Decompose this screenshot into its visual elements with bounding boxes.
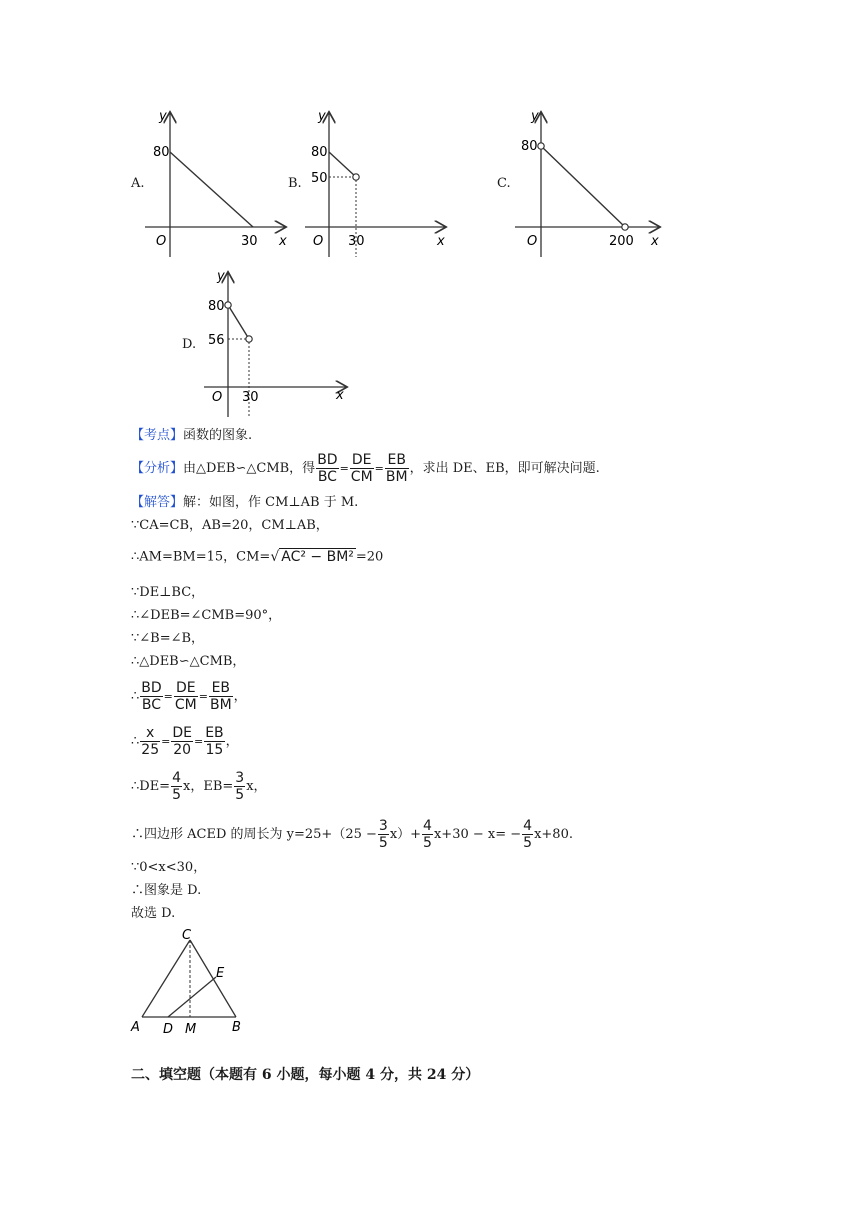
y-tick-80: 80 — [153, 145, 170, 160]
section-title: 二、填空题（本题有 6 小题，每小题 4 分，共 24 分） — [131, 1067, 480, 1083]
point-m-label: M — [185, 1022, 197, 1037]
kaodian-text: 函数的图象. — [183, 428, 253, 443]
graph-line — [541, 146, 625, 227]
fraction: $\frac{x}{25}$ — [141, 725, 160, 758]
origin-label: O — [313, 234, 324, 249]
solution-line-1: ∵CA=CB，AB=20，CM⊥AB， — [131, 518, 329, 533]
fenxi-pre: 由△DEB∽△CMB，得 — [183, 461, 316, 476]
triangle-figure — [128, 925, 248, 1040]
fraction: $\frac{BD}{BC}$ — [317, 452, 338, 485]
solution-line-10: ∴四边形 ACED 的周长为 y=25+（25 − $\frac{3}{5}$ x）+ $\frac{4}{5}$ x+30 − x= − $\frac{4}{5}$ x+80. — [131, 818, 573, 851]
y-axis-label: y — [531, 109, 539, 124]
fenxi-tag: 【分析】 — [131, 461, 184, 476]
fraction: $\frac{3}{5}$ — [235, 770, 245, 803]
origin-label: O — [527, 234, 538, 249]
x-tick-30: 30 — [242, 390, 259, 405]
open-point-top — [538, 143, 544, 149]
option-a-label: A. — [131, 176, 145, 191]
graph-d — [202, 265, 350, 420]
x-axis-label: x — [651, 234, 659, 249]
fenxi-line: 【分析】由△DEB∽△CMB，得 $\frac{BD}{BC}$ = $\frac{DE}{CM}$ = $\frac{EB}{BM}$ ，求出 DE、EB，即可解决问题. — [131, 452, 600, 485]
point-d-label: D — [163, 1022, 174, 1037]
y-tick-50: 50 — [311, 171, 328, 186]
solution-line-2: ∴AM=BM=15，CM=√ AC² − BM² =20 — [131, 549, 384, 565]
graph-line — [170, 152, 253, 227]
origin-label: O — [156, 234, 167, 249]
option-c-label: C. — [497, 176, 511, 191]
x-tick-200: 200 — [609, 234, 634, 249]
x-axis-label: x — [437, 234, 445, 249]
jieda-text: 解：如图，作 CM⊥AB 于 M. — [183, 495, 359, 510]
x-axis-label: x — [279, 234, 287, 249]
option-d-label: D. — [182, 337, 197, 352]
graph-c — [515, 105, 665, 260]
fraction: $\frac{BD}{BC}$ — [141, 680, 162, 713]
solution-line-12: ∴图象是 D. — [131, 883, 202, 898]
option-b-label: B. — [288, 176, 302, 191]
y-tick-80: 80 — [208, 299, 225, 314]
origin-label: O — [212, 390, 223, 405]
solution-line-3: ∵DE⊥BC， — [131, 585, 205, 600]
open-point-mid — [246, 336, 252, 342]
x-axis-label: x — [336, 388, 344, 403]
graph-a — [145, 105, 290, 260]
solution-line-13: 故选 D. — [131, 906, 176, 921]
x-tick-30: 30 — [241, 234, 258, 249]
fraction: $\frac{EB}{BM}$ — [385, 452, 408, 485]
point-c-label: C — [182, 928, 192, 943]
solution-line-6: ∴△DEB∽△CMB， — [131, 654, 246, 669]
open-point-top — [225, 302, 231, 308]
solution-line-11: ∵0<x<30， — [131, 860, 207, 875]
solution-line-9: ∴DE= $\frac{4}{5}$ x，EB= $\frac{3}{5}$ x， — [131, 770, 267, 803]
jieda-tag: 【解答】 — [131, 495, 184, 510]
point-a-label: A — [131, 1020, 140, 1035]
fraction: $\frac{DE}{CM}$ — [350, 452, 373, 485]
open-point-end — [622, 224, 628, 230]
graph-line — [329, 152, 356, 177]
y-axis-label: y — [217, 269, 225, 284]
fraction: $\frac{4}{5}$ — [423, 818, 432, 851]
x-tick-30: 30 — [348, 234, 365, 249]
solution-line-7: ∴ $\frac{BD}{BC}$ = $\frac{DE}{CM}$ = $\frac{EB}{BM}$ ， — [131, 680, 247, 713]
fraction: $\frac{4}{5}$ — [523, 818, 533, 851]
fraction: $\frac{3}{5}$ — [378, 818, 388, 851]
segment-de — [168, 977, 216, 1017]
point-b-label: B — [232, 1020, 241, 1035]
sqrt-expression: √ AC² − BM² — [270, 549, 354, 565]
y-tick-56: 56 — [208, 333, 225, 348]
fraction: $\frac{DE}{20}$ — [172, 725, 192, 758]
open-point — [353, 174, 359, 180]
y-tick-80: 80 — [521, 139, 538, 154]
jieda-line — [131, 494, 358, 512]
fraction: $\frac{4}{5}$ — [172, 770, 181, 803]
fraction: $\frac{DE}{CM}$ — [174, 680, 197, 713]
y-tick-80: 80 — [311, 145, 328, 160]
fraction: $\frac{EB}{BM}$ — [209, 680, 232, 713]
fenxi-post: ，求出 DE、EB，即可解决问题. — [409, 461, 600, 476]
graph-b — [305, 105, 450, 260]
side-cb — [190, 940, 236, 1017]
point-e-label: E — [216, 966, 225, 981]
kaodian-tag: 【考点】 — [131, 428, 184, 443]
kaodian-line — [131, 427, 252, 445]
fraction: $\frac{EB}{15}$ — [205, 725, 224, 758]
graph-line — [228, 305, 249, 339]
y-axis-label: y — [159, 109, 167, 124]
y-axis-label: y — [318, 109, 326, 124]
solution-line-5: ∵∠B=∠B， — [131, 631, 205, 646]
solution-line-4: ∴∠DEB=∠CMB=90°， — [131, 608, 282, 623]
solution-line-8: ∴ $\frac{x}{25}$ = $\frac{DE}{20}$ = $\frac{EB}{15}$ ， — [131, 725, 239, 758]
